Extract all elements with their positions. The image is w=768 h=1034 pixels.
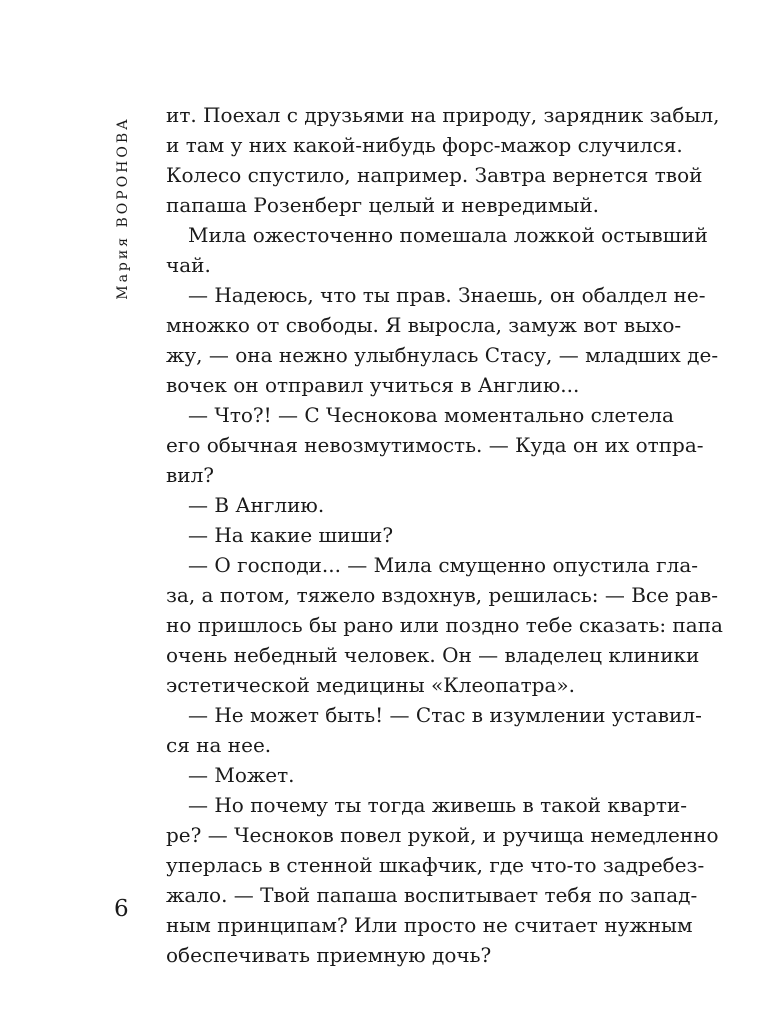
text-line: ся на нее. [166, 733, 272, 757]
text-line: и там у них какой-нибудь форс-мажор случился. [166, 133, 683, 157]
text-line: жу, — она нежно улыбнулась Стасу, — младших де- [166, 343, 719, 367]
text-line: — О господи... — Мила смущенно опустила гла- [188, 553, 699, 577]
text-line: ит. Поехал с друзьями на природу, зарядник забыл, [166, 103, 720, 127]
text-line: — В Англию. [188, 493, 325, 517]
text-line: его обычная невозмутимость. — Куда он их отпра- [166, 433, 704, 457]
text-line: уперлась в стенной шкафчик, где что-то задребез- [166, 853, 705, 877]
text-line: Колесо спустило, например. Завтра вернется твой [166, 163, 703, 187]
page-number: 6 [114, 896, 129, 922]
text-line: чай. [166, 253, 211, 277]
text-line: — Что?! — С Чеснокова моментально слетела [188, 403, 674, 427]
text-line: обеспечивать приемную дочь? [166, 943, 492, 967]
body-text [166, 100, 723, 970]
text-line: — На какие шиши? [188, 523, 394, 547]
text-line: жало. — Твой папаша воспитывает тебя по запад- [166, 883, 698, 907]
text-line: множко от свободы. Я выросла, замуж вот выхо- [166, 313, 682, 337]
text-line: вочек он отправил учиться в Англию... [166, 373, 580, 397]
text-line: — Может. [188, 763, 295, 787]
text-line: ре? — Чесноков повел рукой, и ручища немедленно [166, 823, 719, 847]
text-line: — Не может быть! — Стас в изумлении уставил- [188, 703, 702, 727]
text-line: — Надеюсь, что ты прав. Знаешь, он обалдел не- [188, 283, 706, 307]
text-line: Мила ожесточенно помешала ложкой остывший [188, 223, 708, 247]
text-line: эстетической медицины «Клеопатра». [166, 673, 575, 697]
text-line: за, а потом, тяжело вздохнув, решилась: — Все рав- [166, 583, 719, 607]
text-line: но пришлось бы рано или поздно тебе сказать: папа [166, 613, 723, 637]
running-head [112, 108, 134, 308]
text-line: папаша Розенберг целый и невредимый. [166, 193, 600, 217]
text-line: вил? [166, 463, 215, 487]
running-head-author: Мария ВОРОНОВА [115, 116, 131, 300]
text-line: очень небедный человек. Он — владелец клиники [166, 643, 700, 667]
text-line: — Но почему ты тогда живешь в такой кварти- [188, 793, 687, 817]
text-line: ным принципам? Или просто не считает нужным [166, 913, 693, 937]
